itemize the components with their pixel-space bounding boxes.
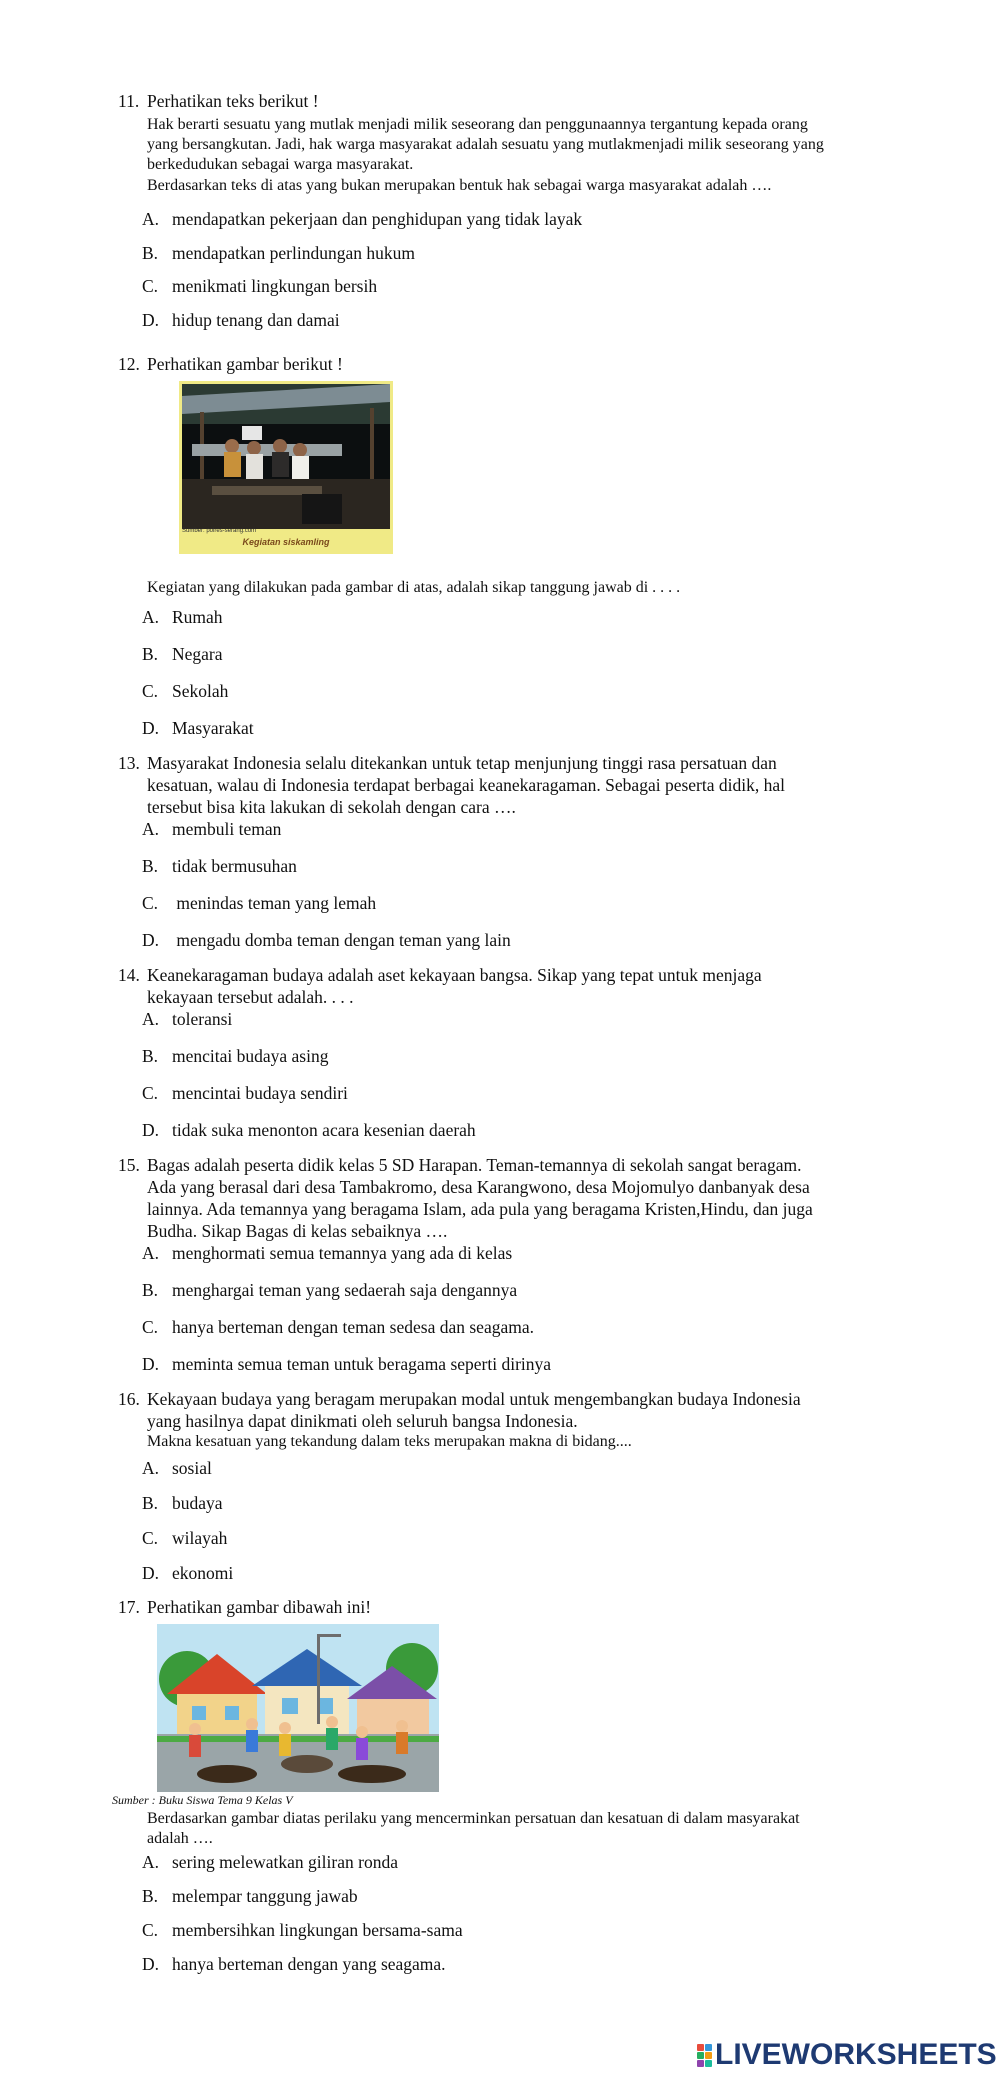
option-text: Rumah	[172, 607, 223, 627]
q15-option-d[interactable]	[142, 1353, 551, 1375]
q15-option-c[interactable]	[142, 1316, 534, 1338]
option-letter: A.	[142, 1852, 160, 1872]
option-text: wilayah	[172, 1528, 228, 1548]
q14-option-d[interactable]	[142, 1119, 476, 1141]
option-letter: D.	[142, 718, 160, 738]
option-text: toleransi	[172, 1009, 233, 1029]
q16-sub: Makna kesatuan yang tekandung dalam teks merupakan makna di bidang....	[147, 1433, 632, 1450]
image-caption: Kegiatan siskamling	[242, 537, 330, 547]
option-text: Sekolah	[172, 681, 229, 701]
question-number: 14.	[118, 965, 140, 985]
image-source: Sumber : Buku Siswa Tema 9 Kelas V	[112, 1793, 293, 1807]
q11-passage-line-1: Hak berarti sesuatu yang mutlak menjadi milik seseorang dan penggunaannya tergantung kepada orang	[147, 116, 808, 133]
liveworksheets-icon	[697, 2044, 712, 2067]
option-text: mendapatkan pekerjaan dan penghidupan yang tidak layak	[172, 209, 583, 229]
option-text: membersihkan lingkungan bersama-sama	[172, 1920, 463, 1940]
q16-option-b[interactable]	[142, 1492, 223, 1514]
liveworksheets-logo[interactable]	[697, 2040, 997, 2070]
option-letter: D.	[142, 1563, 160, 1583]
option-text: mendapatkan perlindungan hukum	[172, 243, 415, 263]
option-text: budaya	[172, 1493, 223, 1513]
siskamling-photo	[182, 384, 390, 529]
option-text: mengadu domba teman dengan teman yang lain	[172, 930, 511, 950]
q12-option-d[interactable]	[142, 717, 254, 739]
q16-option-c[interactable]	[142, 1527, 227, 1549]
question-line-2: Ada yang berasal dari desa Tambakromo, desa Karangwono, desa Mojomulyo danbanyak desa	[147, 1177, 810, 1197]
option-letter: C.	[142, 1083, 159, 1103]
question-line-3: tersebut bisa kita lakukan di sekolah dengan cara ….	[147, 797, 516, 817]
q17-option-b[interactable]	[142, 1885, 358, 1907]
q13-option-c[interactable]	[142, 892, 376, 914]
option-text: mencitai budaya asing	[172, 1046, 329, 1066]
image-source: Sumber: polres-serang.com	[182, 528, 257, 534]
q11-passage-line-3: berkedudukan sebagai warga masyarakat.	[147, 156, 414, 173]
option-letter: B.	[142, 856, 159, 876]
q11-option-c[interactable]	[142, 275, 377, 297]
question-line-1: Keanekaragaman budaya adalah aset kekayaan bangsa. Sikap yang tepat untuk menjaga	[147, 965, 762, 985]
question-title: Perhatikan gambar berikut !	[147, 354, 343, 374]
q17-option-c[interactable]	[142, 1919, 463, 1941]
option-letter: D.	[142, 310, 160, 330]
option-letter: A.	[142, 819, 160, 839]
option-text: Negara	[172, 644, 223, 664]
option-letter: C.	[142, 1528, 159, 1548]
q12-option-b[interactable]	[142, 643, 223, 665]
option-letter: B.	[142, 1046, 159, 1066]
option-letter: C.	[142, 1317, 159, 1337]
q15-option-a[interactable]	[142, 1242, 512, 1264]
q12-option-a[interactable]	[142, 606, 223, 628]
question-title: Perhatikan teks berikut !	[147, 91, 319, 111]
option-text: meminta semua teman untuk beragama seperti dirinya	[172, 1354, 552, 1374]
q14-option-b[interactable]	[142, 1045, 328, 1067]
question-line-1: Kekayaan budaya yang beragam merupakan modal untuk mengembangkan budaya Indonesia	[147, 1389, 801, 1409]
community-cleanup-image	[157, 1624, 439, 1792]
option-letter: B.	[142, 1280, 159, 1300]
option-letter: C.	[142, 276, 159, 296]
option-letter: A.	[142, 607, 160, 627]
question-line-4: Budha. Sikap Bagas di kelas sebaiknya ….	[147, 1221, 448, 1241]
option-letter: C.	[142, 1920, 159, 1940]
option-text: menghargai teman yang sedaerah saja dengannya	[172, 1280, 518, 1300]
option-text: tidak bermusuhan	[172, 856, 297, 876]
option-text: hanya berteman dengan yang seagama.	[172, 1954, 446, 1974]
option-letter: D.	[142, 1954, 160, 1974]
option-letter: D.	[142, 1120, 160, 1140]
q13-option-d[interactable]	[142, 929, 511, 951]
question-number: 11.	[118, 91, 140, 111]
question-title: Perhatikan gambar dibawah ini!	[147, 1597, 372, 1617]
question-number: 13.	[118, 753, 140, 773]
option-letter: A.	[142, 1458, 160, 1478]
question-number: 12.	[118, 354, 140, 374]
q17-option-d[interactable]	[142, 1953, 446, 1975]
question-line-2: yang hasilnya dapat dinikmati oleh seluruh bangsa Indonesia.	[147, 1411, 578, 1431]
liveworksheets-wordmark: LIVEWORKSHEETS	[715, 2038, 997, 2071]
q16-option-a[interactable]	[142, 1457, 212, 1479]
option-text: tidak suka menonton acara kesenian daerah	[172, 1120, 476, 1140]
question-number: 17.	[118, 1597, 140, 1617]
q15-option-b[interactable]	[142, 1279, 517, 1301]
option-letter: A.	[142, 209, 160, 229]
q12-question: Kegiatan yang dilakukan pada gambar di atas, adalah sikap tanggung jawab di . . . .	[147, 579, 681, 596]
option-letter: D.	[142, 930, 160, 950]
q16-option-d[interactable]	[142, 1562, 233, 1584]
question-line-2: kekayaan tersebut adalah. . . .	[147, 987, 354, 1007]
option-letter: C.	[142, 893, 159, 913]
question-line-1: Bagas adalah peserta didik kelas 5 SD Harapan. Teman-temannya di sekolah sangat beragam.	[147, 1155, 802, 1175]
option-text: sosial	[172, 1458, 212, 1478]
option-letter: A.	[142, 1243, 160, 1263]
q17-line-1: Berdasarkan gambar diatas perilaku yang mencerminkan persatuan dan kesatuan di dalam masyarakat	[147, 1810, 800, 1827]
q14-option-a[interactable]	[142, 1008, 232, 1030]
option-text: menikmati lingkungan bersih	[172, 276, 378, 296]
q11-passage-line-2: yang bersangkutan. Jadi, hak warga masyarakat adalah sesuatu yang mutlakmenjadi milik seseorang yang	[147, 136, 824, 153]
option-text: hanya berteman dengan teman sedesa dan seagama.	[172, 1317, 534, 1337]
option-text: menindas teman yang lemah	[172, 893, 377, 913]
option-letter: D.	[142, 1354, 160, 1374]
option-letter: B.	[142, 1886, 159, 1906]
q13-option-a[interactable]	[142, 818, 281, 840]
option-letter: B.	[142, 1493, 159, 1513]
question-number: 16.	[118, 1389, 140, 1409]
option-text: mencintai budaya sendiri	[172, 1083, 348, 1103]
question-line-3: lainnya. Ada temannya yang beragama Islam, ada pula yang beragama Kristen,Hindu, dan juga	[147, 1199, 813, 1219]
question-number: 15.	[118, 1155, 140, 1175]
q11-passage-line-4: Berdasarkan teks di atas yang bukan merupakan bentuk hak sebagai warga masyarakat adalah ….	[147, 177, 772, 194]
option-text: melempar tanggung jawab	[172, 1886, 358, 1906]
q17-line-2: adalah ….	[147, 1830, 213, 1847]
question-line-2: kesatuan, walau di Indonesia terdapat berbagai keanekaragaman. Sebagai peserta didik, hal	[147, 775, 785, 795]
option-text: membuli teman	[172, 819, 282, 839]
option-text: ekonomi	[172, 1563, 234, 1583]
option-letter: B.	[142, 243, 159, 263]
q17-option-a[interactable]	[142, 1851, 398, 1873]
option-text: sering melewatkan giliran ronda	[172, 1852, 398, 1872]
option-text: Masyarakat	[172, 718, 254, 738]
q13-option-b[interactable]	[142, 855, 297, 877]
q11-option-b[interactable]	[142, 242, 415, 264]
q11-option-d[interactable]	[142, 309, 340, 331]
question-line-1: Masyarakat Indonesia selalu ditekankan untuk tetap menjunjung tinggi rasa persatuan dan	[147, 753, 777, 773]
siskamling-image	[179, 381, 393, 554]
option-text: menghormati semua temannya yang ada di kelas	[172, 1243, 513, 1263]
option-letter: C.	[142, 681, 159, 701]
option-text: hidup tenang dan damai	[172, 310, 340, 330]
q12-option-c[interactable]	[142, 680, 228, 702]
option-letter: B.	[142, 644, 159, 664]
cleanup-illustration	[157, 1624, 439, 1792]
option-letter: A.	[142, 1009, 160, 1029]
q14-option-c[interactable]	[142, 1082, 348, 1104]
q11-option-a[interactable]	[142, 208, 582, 230]
